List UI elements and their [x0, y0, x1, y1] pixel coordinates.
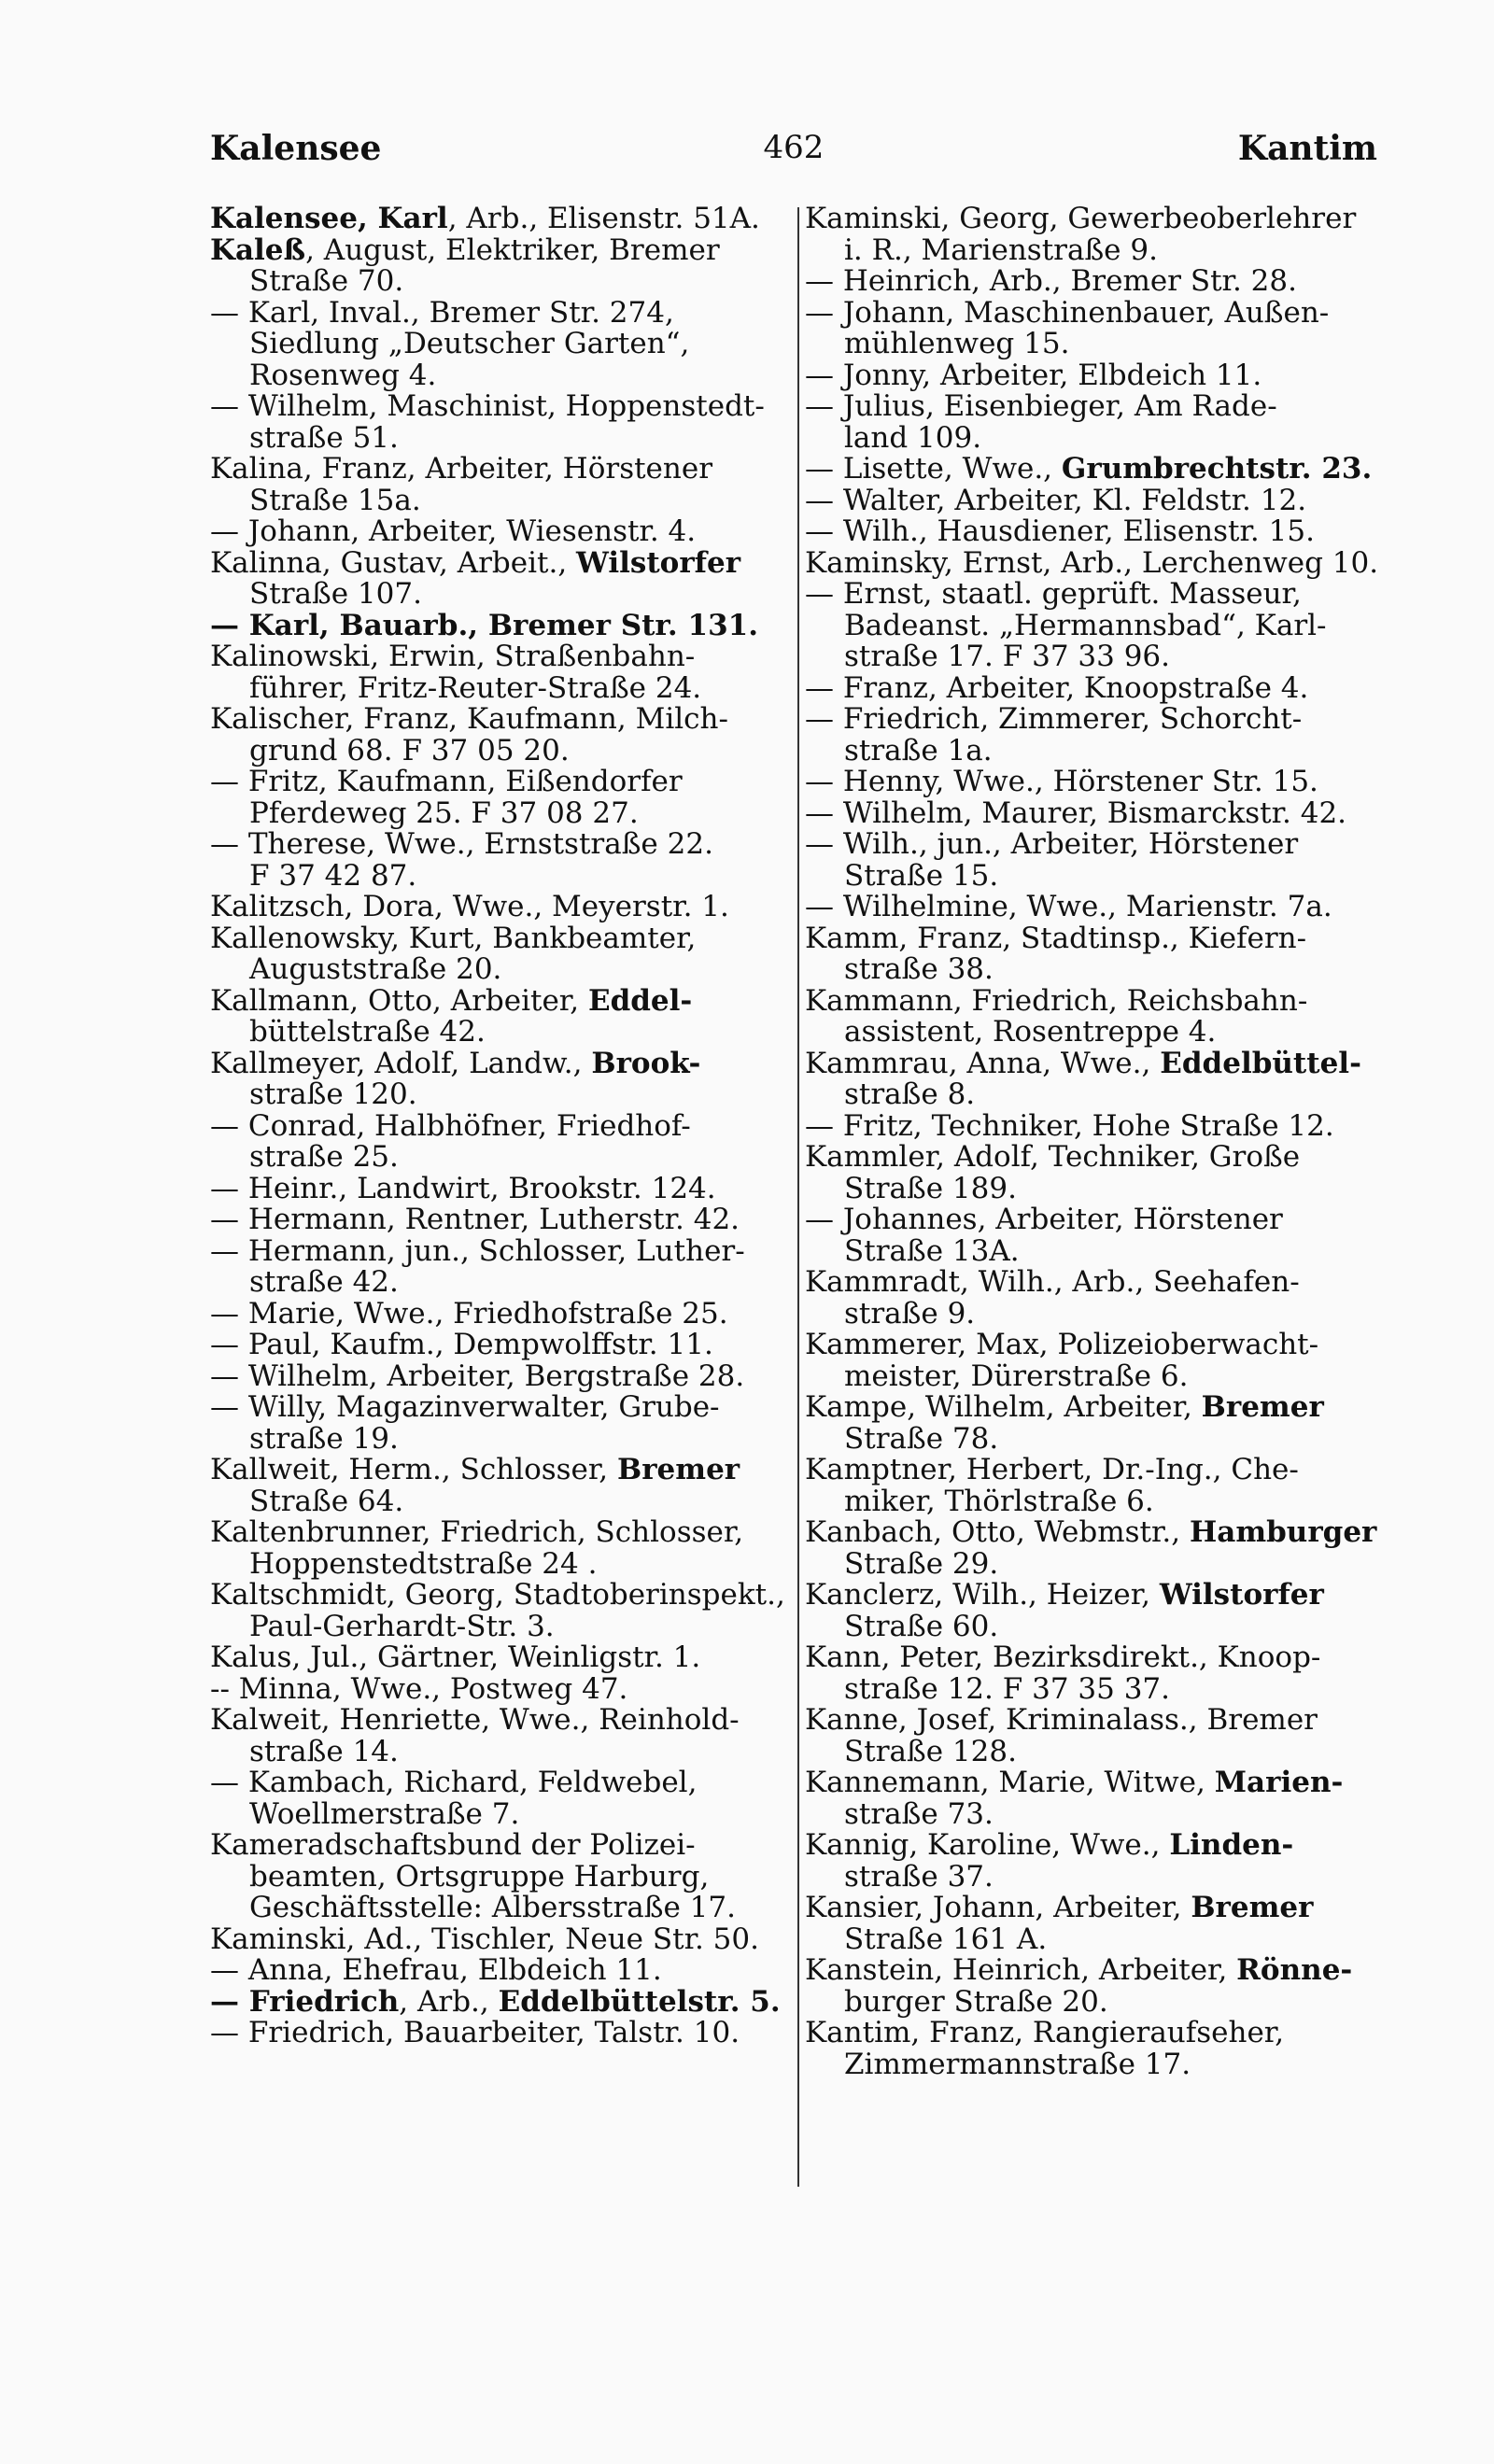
bold-text-segment: Kalensee, Karl — [210, 204, 448, 235]
directory-line — [805, 733, 1402, 767]
text-segment: — Therese, Wwe., Ernststraße 22. — [210, 827, 713, 861]
bold-text-segment: Linden- — [1169, 1828, 1294, 1862]
directory-line — [210, 391, 808, 423]
text-segment: — Julius, Eisenbieger, Am Rade- — [805, 389, 1277, 423]
header-right-keyword: Kantim — [1237, 129, 1377, 168]
directory-line — [805, 1642, 1402, 1674]
text-segment: — Paul, Kaufm., Dempwolffstr. 11. — [210, 1328, 713, 1361]
text-segment: Pferdeweg 25. F 37 08 27. — [249, 796, 639, 830]
header-left-keyword: Kalensee — [210, 129, 382, 168]
text-segment: Badeanst. „Hermannsbad“, Karl- — [844, 608, 1327, 642]
text-segment: Kalischer, Franz, Kaufmann, Milch- — [210, 702, 728, 736]
bold-text-segment: — Friedrich — [210, 1984, 400, 2019]
directory-line — [210, 420, 808, 455]
right-column — [805, 204, 1402, 2202]
bold-text-segment: Brook- — [591, 1046, 701, 1080]
text-segment: Kalinna, Gustav, Arbeit., — [210, 545, 577, 580]
directory-line — [210, 1796, 808, 1831]
bold-text-segment: Hamburger — [1189, 1515, 1377, 1549]
directory-line — [805, 1580, 1402, 1612]
directory-line — [210, 858, 808, 893]
text-segment: — Wilhelm, Arbeiter, Bergstraße 28. — [210, 1359, 745, 1393]
text-segment: — Jonny, Arbeiter, Elbdeich 11. — [805, 358, 1262, 392]
directory-line — [210, 329, 808, 360]
directory-line — [805, 1830, 1402, 1862]
directory-line — [805, 1609, 1402, 1643]
directory-line — [805, 1233, 1402, 1268]
text-segment: Kammradt, Wilh., Arb., Seehafen- — [805, 1265, 1300, 1299]
text-segment: assistent, Rosentreppe 4. — [844, 1015, 1217, 1049]
directory-line — [805, 1296, 1402, 1331]
text-segment: Woellmerstraße 7. — [249, 1796, 520, 1831]
text-segment: straße 120. — [249, 1077, 417, 1111]
text-segment: Kallmann, Otto, Arbeiter, — [210, 983, 588, 1018]
directory-line — [805, 1705, 1402, 1737]
text-segment: Kammler, Adolf, Techniker, Große — [805, 1140, 1301, 1174]
directory-line — [805, 545, 1402, 580]
directory-line — [805, 483, 1402, 517]
bold-text-segment: Wilstorfer — [576, 545, 741, 580]
directory-line — [210, 1421, 808, 1456]
page-header — [210, 129, 1377, 185]
text-segment: Straße 64. — [249, 1484, 404, 1518]
text-segment: — Franz, Arbeiter, Knoopstraße 4. — [805, 670, 1309, 705]
text-segment: — Conrad, Halbhöfner, Friedhof- — [210, 1108, 691, 1143]
directory-line — [210, 1330, 808, 1361]
directory-line — [210, 1171, 808, 1205]
directory-line — [210, 1296, 808, 1331]
text-segment: Kannig, Karoline, Wwe., — [805, 1828, 1170, 1862]
text-segment: — Lisette, Wwe., — [805, 452, 1062, 486]
directory-line — [805, 420, 1402, 455]
directory-line — [210, 608, 808, 642]
directory-line — [805, 1517, 1402, 1549]
text-segment: — Johannes, Arbeiter, Hörstener — [805, 1203, 1283, 1236]
text-segment: führer, Fritz-Reuter-Straße 24. — [249, 670, 702, 705]
directory-line — [805, 1267, 1402, 1299]
directory-line — [210, 360, 808, 392]
text-segment: — Wilhelm, Maurer, Bismarckstr. 42. — [805, 796, 1347, 830]
directory-line — [805, 983, 1402, 1018]
directory-line — [210, 295, 808, 330]
directory-line — [805, 1421, 1402, 1456]
text-segment: — Friedrich, Zimmerer, Schorcht- — [805, 702, 1303, 736]
directory-line — [210, 1142, 808, 1174]
directory-line — [210, 1984, 808, 2019]
directory-line — [805, 1796, 1402, 1831]
directory-line — [210, 1233, 808, 1268]
directory-line — [210, 1392, 808, 1424]
directory-line — [210, 1267, 808, 1299]
text-segment: i. R., Marienstraße 9. — [844, 232, 1158, 267]
directory-line — [805, 1893, 1402, 1924]
text-segment: , August, Elektriker, Bremer — [305, 232, 720, 267]
text-segment: Kallmeyer, Adolf, Landw., — [210, 1046, 592, 1080]
directory-line — [210, 704, 808, 736]
text-segment: Kallenowsky, Kurt, Bankbeamter, — [210, 921, 697, 955]
text-segment: F 37 42 87. — [249, 858, 417, 893]
directory-line — [210, 579, 808, 611]
bold-text-segment: Eddel- — [587, 983, 693, 1018]
directory-line — [805, 1330, 1402, 1361]
directory-line — [805, 767, 1402, 798]
text-segment: grund 68. F 37 05 20. — [249, 733, 570, 767]
text-segment: straße 9. — [844, 1296, 976, 1331]
text-segment: , Arb., Elisenstr. 51A. — [447, 204, 760, 235]
directory-line — [210, 232, 808, 267]
directory-line — [210, 1017, 808, 1049]
directory-line — [805, 829, 1402, 861]
directory-line — [210, 670, 808, 705]
directory-line — [805, 232, 1402, 267]
text-segment: Kalitzsch, Dora, Wwe., Meyerstr. 1. — [210, 890, 729, 923]
text-segment: — Wilh., jun., Arbeiter, Hörstener — [805, 827, 1299, 861]
text-segment: — Johann, Arbeiter, Wiesenstr. 4. — [210, 514, 697, 548]
text-segment: Straße 161 A. — [844, 1922, 1048, 1956]
text-segment: -- Minna, Wwe., Postweg 47. — [210, 1671, 628, 1706]
text-segment: Kaminsky, Ernst, Arb., Lerchenweg 10. — [805, 545, 1379, 580]
directory-line — [805, 1767, 1402, 1799]
text-segment: — Hermann, jun., Schlosser, Luther- — [210, 1233, 745, 1268]
directory-line — [210, 923, 808, 955]
text-segment: straße 73. — [844, 1796, 994, 1831]
text-segment: Hoppenstedtstraße 24 . — [249, 1546, 598, 1581]
directory-line — [805, 579, 1402, 611]
text-segment: — Hermann, Rentner, Lutherstr. 42. — [210, 1203, 740, 1236]
directory-line — [805, 454, 1402, 486]
text-segment: — Friedrich, Bauarbeiter, Talstr. 10. — [210, 2016, 740, 2049]
directory-line — [805, 1171, 1402, 1205]
text-segment: Kammrau, Anna, Wwe., — [805, 1046, 1161, 1080]
directory-line — [210, 733, 808, 767]
text-segment: Straße 15. — [844, 858, 999, 893]
bold-text-segment: Bremer — [1201, 1390, 1324, 1424]
directory-line — [210, 1734, 808, 1768]
directory-line — [805, 329, 1402, 360]
bold-text-segment: Marien- — [1214, 1766, 1344, 1799]
text-segment: Kammerer, Max, Polizeioberwacht- — [805, 1328, 1319, 1361]
text-segment: straße 37. — [844, 1859, 994, 1894]
text-segment: straße 42. — [249, 1265, 399, 1299]
bold-text-segment: Kaleß — [210, 232, 306, 267]
directory-line — [805, 2018, 1402, 2049]
text-segment: — Kambach, Richard, Feldwebel, — [210, 1766, 698, 1799]
directory-line — [210, 1705, 808, 1737]
directory-line — [210, 545, 808, 580]
text-segment: — Heinrich, Arb., Bremer Str. 28. — [805, 264, 1297, 298]
directory-line — [805, 1361, 1402, 1393]
directory-line — [210, 454, 808, 486]
bold-text-segment: Bremer — [1191, 1891, 1314, 1924]
directory-line — [210, 516, 808, 548]
directory-line — [210, 983, 808, 1018]
directory-line — [210, 1830, 808, 1862]
text-segment: — Fritz, Techniker, Hohe Straße 12. — [805, 1108, 1334, 1143]
text-segment: Kann, Peter, Bezirksdirekt., Knoop- — [805, 1640, 1321, 1674]
text-segment: straße 1a. — [844, 733, 993, 767]
text-segment: Geschäftsstelle: Albersstraße 17. — [249, 1891, 736, 1924]
text-segment: Kaminski, Georg, Gewerbeoberlehrer — [805, 204, 1357, 235]
directory-line — [805, 1017, 1402, 1049]
directory-line — [805, 204, 1402, 235]
directory-line — [805, 1455, 1402, 1486]
directory-line — [805, 670, 1402, 705]
directory-line — [210, 767, 808, 798]
text-segment: beamten, Ortsgruppe Harburg, — [249, 1859, 710, 1894]
directory-line — [805, 704, 1402, 736]
directory-line — [210, 1455, 808, 1486]
text-segment: Kantim, Franz, Rangieraufseher, — [805, 2016, 1285, 2049]
directory-line — [210, 1893, 808, 1924]
text-segment: Kalweit, Henriette, Wwe., Reinhold- — [210, 1703, 740, 1737]
directory-line — [805, 858, 1402, 893]
text-segment: Straße 15a. — [249, 483, 421, 517]
text-segment: Paul-Gerhardt-Str. 3. — [249, 1609, 555, 1643]
text-segment: straße 51. — [249, 420, 399, 455]
left-column — [210, 204, 808, 2202]
directory-line — [210, 1580, 808, 1612]
directory-line — [210, 1204, 808, 1236]
text-segment: Kansier, Johann, Arbeiter, — [805, 1891, 1191, 1924]
page-number: 462 — [763, 129, 825, 166]
text-segment: Kanne, Josef, Kriminalass., Bremer — [805, 1703, 1318, 1737]
text-segment: Siedlung „Deutscher Garten“, — [249, 327, 690, 360]
text-segment: Kannemann, Marie, Witwe, — [805, 1766, 1215, 1799]
directory-line — [805, 1859, 1402, 1894]
directory-line — [805, 923, 1402, 955]
directory-line — [805, 1142, 1402, 1174]
directory-line — [210, 1517, 808, 1549]
text-segment: Kaminski, Ad., Tischler, Neue Str. 50. — [210, 1922, 759, 1956]
text-segment: meister, Dürerstraße 6. — [844, 1359, 1189, 1393]
text-segment: büttelstraße 42. — [249, 1015, 486, 1049]
text-segment: — Walter, Arbeiter, Kl. Feldstr. 12. — [805, 483, 1307, 517]
text-segment: Kallweit, Herm., Schlosser, — [210, 1453, 618, 1486]
text-segment: straße 17. F 37 33 96. — [844, 640, 1170, 673]
text-segment: Kalus, Jul., Gärtner, Weinligstr. 1. — [210, 1640, 701, 1674]
directory-line — [805, 295, 1402, 330]
text-segment: straße 38. — [844, 952, 994, 986]
text-segment: straße 12. F 37 35 37. — [844, 1671, 1170, 1706]
text-segment: — Marie, Wwe., Friedhofstraße 25. — [210, 1296, 728, 1331]
directory-line — [210, 954, 808, 986]
column-divider — [797, 207, 799, 2187]
text-segment: Straße 29. — [844, 1546, 999, 1581]
directory-line — [210, 1767, 808, 1799]
directory-line — [805, 266, 1402, 298]
text-segment: Straße 13A. — [844, 1233, 1020, 1268]
text-segment: Straße 70. — [249, 264, 404, 298]
directory-line — [805, 1392, 1402, 1424]
text-segment: — Johann, Maschinenbauer, Außen- — [805, 295, 1330, 330]
directory-line — [805, 1924, 1402, 1956]
directory-line — [210, 829, 808, 861]
text-segment: straße 19. — [249, 1421, 399, 1456]
text-segment: Kanstein, Heinrich, Arbeiter, — [805, 1953, 1237, 1987]
directory-line — [805, 1204, 1402, 1236]
directory-line — [210, 1046, 808, 1080]
directory-line — [210, 1361, 808, 1393]
text-segment: Straße 60. — [844, 1609, 999, 1643]
directory-line — [805, 1734, 1402, 1768]
directory-line — [805, 608, 1402, 642]
directory-line — [805, 2049, 1402, 2081]
text-segment: Kamptner, Herbert, Dr.-Ing., Che- — [805, 1453, 1299, 1486]
text-segment: Kanclerz, Wilh., Heizer, — [805, 1578, 1160, 1612]
bold-text-segment: Eddelbüttel- — [1160, 1046, 1361, 1080]
directory-line — [210, 1955, 808, 1987]
directory-line — [805, 954, 1402, 986]
text-segment: — Wilhelmine, Wwe., Marienstr. 7a. — [805, 890, 1332, 923]
bold-text-segment: — Karl, Bauarb., Bremer Str. 131. — [210, 608, 759, 642]
text-segment: mühlenweg 15. — [844, 327, 1070, 360]
text-segment: burger Straße 20. — [844, 1984, 1108, 2019]
directory-line — [805, 641, 1402, 673]
directory-line — [210, 892, 808, 923]
directory-line — [210, 1642, 808, 1674]
text-segment: Rosenweg 4. — [249, 358, 437, 392]
directory-line — [805, 892, 1402, 923]
directory-line — [805, 1046, 1402, 1080]
directory-line — [210, 1859, 808, 1894]
text-segment: straße 8. — [844, 1077, 976, 1111]
bold-text-segment: Wilstorfer — [1159, 1578, 1324, 1612]
text-segment: land 109. — [844, 420, 982, 455]
text-segment: Kammann, Friedrich, Reichsbahn- — [805, 983, 1308, 1018]
text-segment: — Wilhelm, Maschinist, Hoppenstedt- — [210, 389, 765, 423]
text-segment: — Fritz, Kaufmann, Eißendorfer — [210, 765, 683, 798]
text-segment: Kaltenbrunner, Friedrich, Schlosser, — [210, 1515, 744, 1549]
text-segment: Kanbach, Otto, Webmstr., — [805, 1515, 1190, 1549]
text-segment: Kamm, Franz, Stadtinsp., Kiefern- — [805, 921, 1307, 955]
directory-line — [805, 1079, 1402, 1111]
bold-text-segment: Grumbrechtstr. 23. — [1061, 452, 1373, 486]
directory-line — [805, 1955, 1402, 1987]
text-segment: Kameradschaftsbund der Polizei- — [210, 1828, 696, 1862]
text-segment: — Henny, Wwe., Hörstener Str. 15. — [805, 765, 1318, 798]
directory-line — [210, 266, 808, 298]
directory-line — [210, 641, 808, 673]
directory-line — [805, 516, 1402, 548]
directory-line — [210, 1486, 808, 1518]
directory-line — [210, 1079, 808, 1111]
text-segment: — Willy, Magazinverwalter, Grube- — [210, 1390, 720, 1424]
text-segment: — Heinr., Landwirt, Brookstr. 124. — [210, 1171, 716, 1205]
text-segment: Straße 189. — [844, 1171, 1017, 1205]
directory-line — [210, 1609, 808, 1643]
text-segment: Kaltschmidt, Georg, Stadtoberinspekt., — [210, 1578, 785, 1612]
directory-line — [805, 798, 1402, 830]
text-segment: Kalinowski, Erwin, Straßenbahn- — [210, 640, 696, 673]
bold-text-segment: Bremer — [617, 1453, 740, 1486]
directory-line — [210, 1546, 808, 1581]
text-segment: Kalina, Franz, Arbeiter, Hörstener — [210, 452, 713, 486]
directory-line — [805, 1486, 1402, 1518]
text-segment: miker, Thörlstraße 6. — [844, 1484, 1154, 1518]
directory-line — [210, 798, 808, 830]
directory-line — [210, 1924, 808, 1956]
text-segment: straße 14. — [249, 1734, 399, 1768]
directory-line — [210, 1108, 808, 1143]
directory-line — [805, 360, 1402, 392]
bold-text-segment: Rönne- — [1236, 1953, 1353, 1987]
directory-line — [210, 483, 808, 517]
directory-line — [210, 1671, 808, 1706]
directory-line — [805, 1546, 1402, 1581]
directory-line — [210, 2018, 808, 2049]
text-segment: Straße 128. — [844, 1734, 1017, 1768]
directory-line — [805, 1671, 1402, 1706]
text-segment: — Anna, Ehefrau, Elbdeich 11. — [210, 1953, 662, 1987]
text-segment: Auguststraße 20. — [249, 952, 502, 986]
text-segment: — Karl, Inval., Bremer Str. 274, — [210, 295, 674, 330]
text-segment: Zimmermannstraße 17. — [844, 2047, 1191, 2081]
directory-line — [805, 1984, 1402, 2019]
text-segment: — Ernst, staatl. geprüft. Masseur, — [805, 577, 1302, 611]
directory-line — [805, 391, 1402, 423]
text-segment: Kampe, Wilhelm, Arbeiter, — [805, 1390, 1202, 1424]
text-segment: — Wilh., Hausdiener, Elisenstr. 15. — [805, 514, 1315, 548]
text-segment: Straße 107. — [249, 577, 422, 611]
text-segment: straße 25. — [249, 1140, 399, 1174]
directory-line — [805, 1108, 1402, 1143]
text-segment: , Arb., — [399, 1984, 499, 2019]
directory-line — [210, 204, 808, 235]
text-segment: Straße 78. — [844, 1421, 999, 1456]
bold-text-segment: Eddelbüttelstr. 5. — [498, 1984, 781, 2019]
